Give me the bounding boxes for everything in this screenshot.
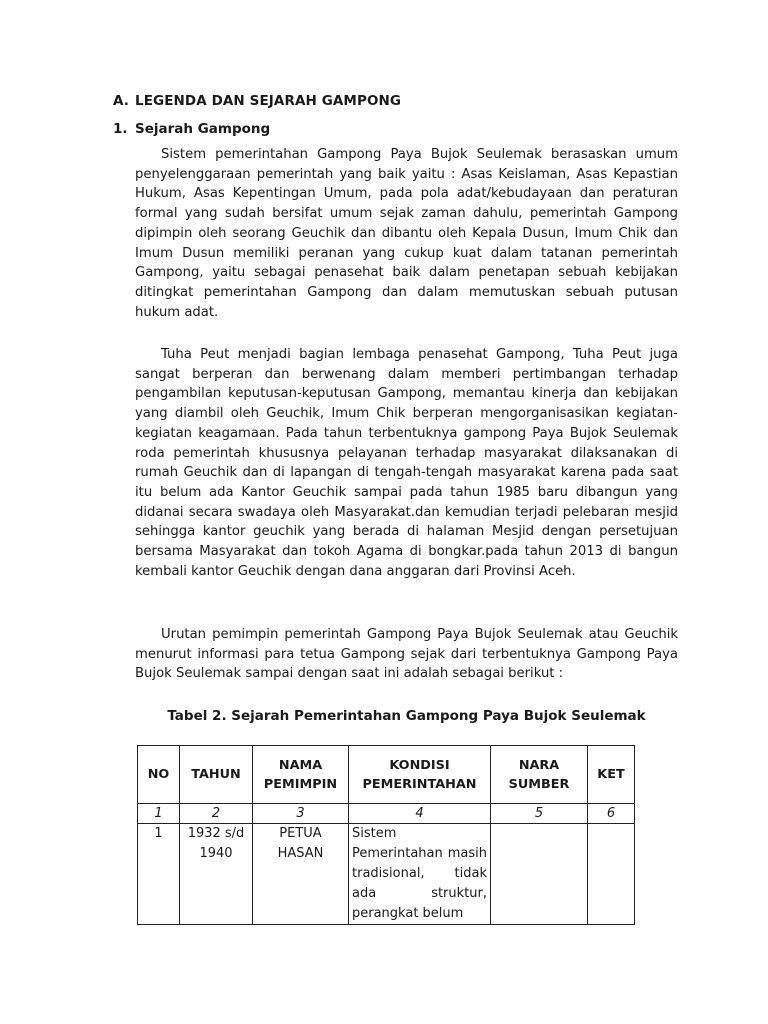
index-cell: 5 — [491, 804, 588, 824]
section-title: LEGENDA DAN SEJARAH GAMPONG — [135, 93, 402, 109]
subsection-title: Sejarah Gampong — [135, 121, 271, 137]
header-ket: KET — [588, 746, 635, 804]
paragraph-sistem-pemerintahan: Sistem pemerintahan Gampong Paya Bujok Seulemak berasaskan umum penyelenggaraan pemerintah yang baik yaitu : Asas Keislaman, Asas Kepastian Hukum, Asas Kepentingan Umum, pada pola adat/kebudayaan dan peraturan formal yang sudah bersifat umum sejak zaman dahulu, pemerintah Gampong dipimpin oleh seorang Geuchik dan dibantu oleh Kepala Dusun, Imum Chik dan Imum Dusun memiliki peranan yang cukup kuat dalam tatanan pemerintah Gampong, yaitu sebagai penasehat baik dalam penetapan sebuah kebijakan ditingkat pemerintahan Gampong dan dalam memutuskan sebuah putusan hukum adat. — [135, 147, 678, 320]
header-tahun: TAHUN — [180, 746, 253, 804]
subsection-number: 1. — [113, 121, 128, 137]
index-cell: 6 — [588, 804, 635, 824]
cell-tahun: 1932 s/d 1940 — [180, 824, 253, 925]
cell-no: 1 — [138, 824, 180, 925]
section-number: A. — [113, 93, 130, 109]
header-nara-sumber: NARA SUMBER — [491, 746, 588, 804]
cell-ket — [588, 824, 635, 925]
header-kondisi-pemerintahan: KONDISI PEMERINTAHAN — [349, 746, 491, 804]
subsection-heading — [113, 121, 270, 137]
history-table — [137, 745, 635, 925]
paragraph-tuha-peut: Tuha Peut menjadi bagian lembaga penasehat Gampong, Tuha Peut juga sangat berperan dan berwenang dalam memberi pertimbangan terhadap pengambilan keputusan-keputusan Gampong, memantau kinerja dan kebijakan yang diambil oleh Geuchik, Imum Chik berperan mengorganisasikan kegiatan-kegiatan keagamaan. Pada tahun terbentuknya gampong Paya Bujok Seulemak roda pemerintah khususnya pelayanan terhadap masyarakat dilaksanakan di rumah Geuchik dan di lapangan di tengah-tengah masyarakat karena pada saat itu belum ada Kantor Geuchik sampai pada tahun 1985 baru dibangun yang didanai secara swadaya oleh Masyarakat.dan kemudian terjadi pelebaran mesjid sehingga kantor geuchik yang berada di halaman Mesjid dengan persetujuan bersama Masyarakat dan tokoh Agama di bongkar.pada tahun 2013 di bangun kembali kantor Geuchik dengan dana anggaran dari Provinsi Aceh. — [135, 347, 678, 579]
table-header-row — [138, 746, 635, 804]
table-row — [138, 824, 635, 925]
index-cell: 1 — [138, 804, 180, 824]
cell-nama-pemimpin: PETUA HASAN — [253, 824, 349, 925]
cell-nara-sumber — [491, 824, 588, 925]
paragraph-urutan-pemimpin: Urutan pemimpin pemerintah Gampong Paya Bujok Seulemak atau Geuchik menurut informasi para tetua Gampong sejak dari terbentuknya Gampong Paya Bujok Seulemak sampai dengan saat ini adalah sebagai berikut : — [135, 627, 678, 682]
index-cell: 2 — [180, 804, 253, 824]
header-no: NO — [138, 746, 180, 804]
table-caption: Tabel 2. Sejarah Pemerintahan Gampong Paya Bujok Seulemak — [167, 708, 646, 724]
index-cell: 4 — [349, 804, 491, 824]
section-heading — [113, 93, 401, 109]
table-index-row — [138, 804, 635, 824]
index-cell: 3 — [253, 804, 349, 824]
header-nama-pemimpin: NAMA PEMIMPIN — [253, 746, 349, 804]
cell-kondisi-pemerintahan: Sistem Pemerintahan masih tradisional, tidak ada struktur, perangkat belum — [349, 824, 491, 925]
